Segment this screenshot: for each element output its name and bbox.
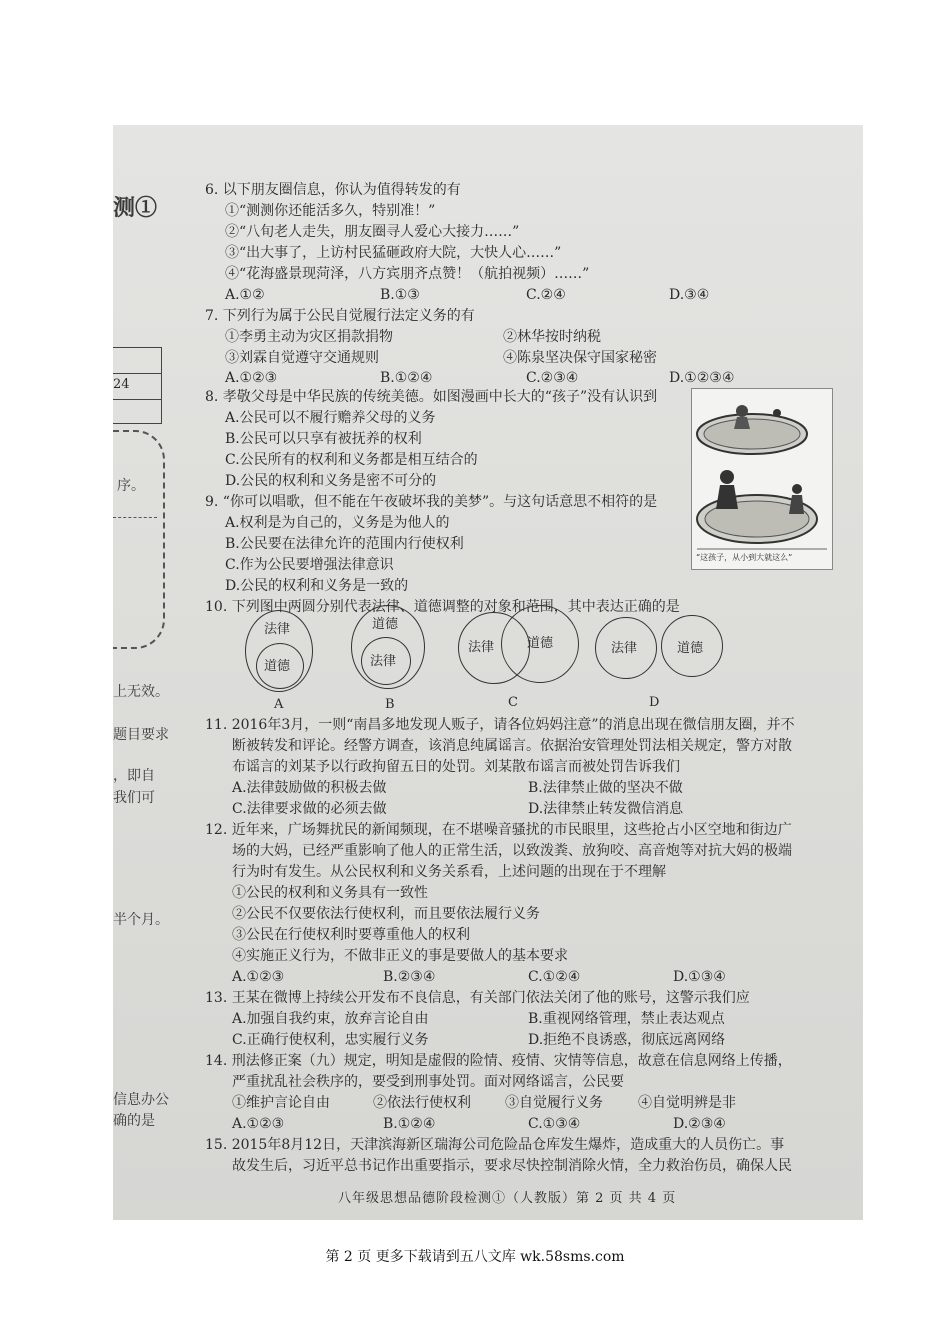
margin-frag: ，即自: [113, 768, 155, 784]
q11-line: 布谣言的刘某予以行政拘留五日的处罚。刘某散布谣言而被处罚告诉我们: [232, 759, 680, 775]
venn-c-label: C: [508, 695, 518, 710]
margin-dashline: [113, 517, 157, 518]
q11-line: 断被转发和评论。经警方调查，该消息纯属谣言。依据治安管理处罚法相关规定，警方对散: [232, 738, 792, 754]
venn-d-label: D: [649, 695, 660, 710]
q12-item: ②公民不仅要依法行使权利，而且要依法履行义务: [232, 906, 540, 922]
q7-item: ①李勇主动为灾区捐款捐物: [225, 329, 393, 345]
q6-option: B.①③: [380, 287, 420, 303]
q11-option: D.法律禁止转发微信消息: [528, 801, 684, 817]
q6-item: ④“花海盛景现菏泽，八方宾朋齐点赞！（航拍视频）……”: [225, 266, 590, 282]
q6-option: C.②④: [526, 287, 566, 303]
q8-option: B.公民可以只享有被抚养的权利: [225, 431, 422, 447]
q9-option: C.作为公民要增强法律意识: [225, 557, 394, 573]
venn-a-law: 法律: [264, 622, 291, 637]
margin-dashed-box: [113, 430, 165, 649]
venn-a-label: A: [274, 697, 284, 712]
bottom-footer: 第 2 页 更多下载请到五八文库 wk.58sms.com: [325, 1249, 625, 1265]
q9-stem: 9. “你可以唱歌，但不能在午夜破坏我的美梦”。与这句话意思不相符的是: [205, 494, 658, 510]
q12-line: 场的大妈，已经严重影响了他人的正常生活，以致泼粪、放狗咬、高音炮等对抗大妈的极端: [232, 843, 792, 859]
margin-frag: 上无效。: [113, 684, 169, 700]
scanned-page: [113, 125, 863, 1220]
q12-line: 12. 近年来，广场舞扰民的新闻频现，在不堪噪音骚扰的市民眼里，这些抢占小区空地和街边广: [205, 822, 792, 838]
venn-b-moral: 道德: [372, 617, 399, 632]
q14-item: ②依法行使权利: [373, 1095, 471, 1111]
venn-d-law: 法律: [611, 641, 638, 656]
q6-item: ③“出大事了，上访村民猛砸政府大院，大快人心……”: [225, 245, 562, 261]
q7-item: ④陈泉坚决保守国家秘密: [503, 350, 657, 366]
margin-table-cell: 24: [113, 377, 130, 392]
q8-option: D.公民的权利和义务是密不可分的: [225, 473, 437, 489]
q7-stem: 7. 下列行为属于公民自觉履行法定义务的有: [205, 308, 475, 324]
q14-option: B.①②④: [383, 1116, 436, 1132]
q13-option: D.拒绝不良诱惑，彻底远离网络: [528, 1032, 726, 1048]
cartoon-image: [691, 388, 833, 570]
q11-option: B.法律禁止做的坚决不做: [528, 780, 683, 796]
q8-stem: 8. 孝敬父母是中华民族的传统美德。如图漫画中长大的“孩子”没有认识到: [205, 389, 658, 405]
q13-option: B.重视网络管理，禁止表达观点: [528, 1011, 725, 1027]
q12-item: ④实施正义行为，不做非正义的事是要做人的基本要求: [232, 948, 568, 964]
margin-heading: 测①: [113, 195, 158, 221]
q8-option: A.公民可以不履行赡养父母的义务: [225, 410, 436, 426]
venn-d-moral: 道德: [677, 641, 704, 656]
q14-line: 14. 刑法修正案（九）规定，明知是虚假的险情、疫情、灾情等信息，故意在信息网络上传播，: [205, 1053, 792, 1069]
margin-frag: 题目要求: [113, 727, 169, 743]
margin-frag: 半个月。: [113, 912, 169, 928]
q6-item: ②“八旬老人走失，朋友圈寻人爱心大接力……”: [225, 224, 520, 240]
q12-option: C.①②④: [528, 969, 581, 985]
q12-option: D.①③④: [673, 969, 726, 985]
margin-frag: 序。: [117, 478, 145, 494]
q6-stem: 6. 以下朋友圈信息，你认为值得转发的有: [205, 182, 461, 198]
q11-option: A.法律鼓励做的积极去做: [232, 780, 387, 796]
margin-table: [113, 347, 162, 424]
margin-frag: 确的是: [113, 1113, 155, 1129]
q14-option: A.①②③: [232, 1116, 285, 1132]
venn-b-law: 法律: [370, 654, 397, 669]
q13-stem: 13. 王某在微博上持续公开发布不良信息，有关部门依法关闭了他的账号，这警示我们应: [205, 990, 750, 1006]
q7-option: C.②③④: [526, 370, 579, 386]
q14-option: D.②③④: [673, 1116, 726, 1132]
q7-option: A.①②③: [225, 370, 278, 386]
q12-option: B.②③④: [383, 969, 436, 985]
q6-option: A.①②: [225, 287, 265, 303]
venn-c-moral: 道德: [527, 636, 554, 651]
q11-option: C.法律要求做的必须去做: [232, 801, 387, 817]
q8-option: C.公民所有的权利和义务都是相互结合的: [225, 452, 478, 468]
q15-line: 故发生后，习近平总书记作出重要指示，要求尽快控制消除火情，全力救治伤员，确保人民: [232, 1158, 792, 1174]
q15-line: 15. 2015年8月12日，天津滨海新区瑞海公司危险品仓库发生爆炸，造成重大的人员伤亡。事: [205, 1137, 785, 1153]
q12-option: A.①②③: [232, 969, 285, 985]
q13-option: C.正确行使权利，忠实履行义务: [232, 1032, 429, 1048]
q7-option: B.①②④: [380, 370, 433, 386]
margin-frag: 信息办公: [113, 1092, 169, 1108]
q9-option: A.权利是为自己的，义务是为他人的: [225, 515, 450, 531]
q9-option: D.公民的权利和义务是一致的: [225, 578, 409, 594]
q6-item: ①“测测你还能活多久，特别准！”: [225, 203, 436, 219]
q7-option: D.①②③④: [669, 370, 735, 386]
q14-item: ①维护言论自由: [232, 1095, 330, 1111]
q9-option: B.公民要在法律允许的范围内行使权利: [225, 536, 464, 552]
q14-item: ④自觉明辨是非: [638, 1095, 736, 1111]
venn-b-label: B: [385, 697, 395, 712]
q12-item: ①公民的权利和义务具有一致性: [232, 885, 428, 901]
q12-line: 行为时有发生。从公民权利和义务关系看，上述问题的出现在于不理解: [232, 864, 666, 880]
q14-line: 严重扰乱社会秩序的，要受到刑事处罚。面对网络谣言，公民要: [232, 1074, 624, 1090]
q10-stem: 10. 下列图中两圆分别代表法律、道德调整的对象和范围，其中表达正确的是: [205, 599, 680, 615]
q7-item: ③刘霖自觉遵守交通规则: [225, 350, 379, 366]
q12-item: ③公民在行使权利时要尊重他人的权利: [232, 927, 470, 943]
q11-line: 11. 2016年3月，一则“南昌多地发现人贩子，请各位妈妈注意”的消息出现在微信朋友圈，并不: [205, 717, 795, 733]
cartoon-caption: “这孩子，从小到大就这么”: [696, 553, 793, 562]
venn-a-moral: 道德: [264, 659, 291, 674]
page-footer: 八年级思想品德阶段检测①（人教版）第 2 页 共 4 页: [338, 1191, 677, 1206]
q14-item: ③自觉履行义务: [505, 1095, 603, 1111]
q14-option: C.①③④: [528, 1116, 581, 1132]
q6-option: D.③④: [669, 287, 710, 303]
venn-c-law: 法律: [468, 640, 495, 655]
q13-option: A.加强自我约束，放弃言论自由: [232, 1011, 429, 1027]
margin-frag: 我们可: [113, 790, 155, 806]
q7-item: ②林华按时纳税: [503, 329, 601, 345]
